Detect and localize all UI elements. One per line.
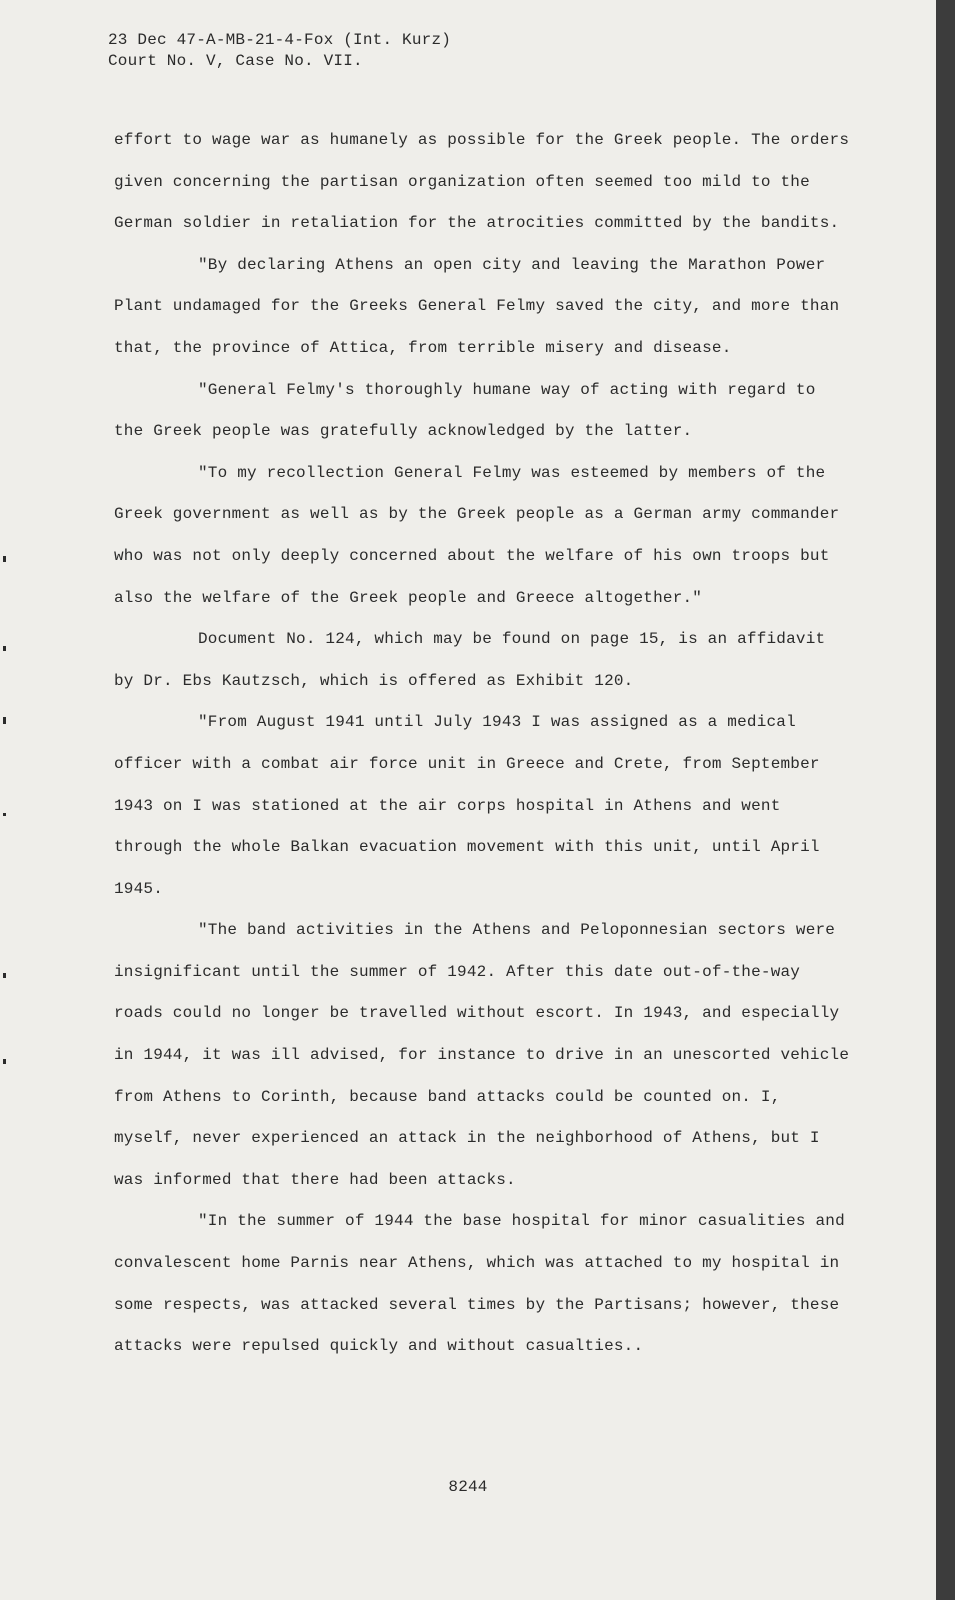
header-line-1: 23 Dec 47-A-MB-21-4-Fox (Int. Kurz) bbox=[108, 31, 452, 49]
paragraph-6: "From August 1941 until July 1943 I was assigned as a medical officer with a combat air force unit in Greece and Crete, from September 1943 on I was stationed at the air corps hospital in Athens and went through the whole Balkan evacuation movement with this unit, until April 1945. bbox=[114, 713, 820, 898]
margin-mark bbox=[3, 813, 6, 816]
document-header bbox=[108, 30, 451, 72]
paragraph-5: Document No. 124, which may be found on page 15, is an affidavit by Dr. Ebs Kautzsch, which is offered as Exhibit 120. bbox=[114, 630, 826, 690]
paragraph-7: "The band activities in the Athens and Peloponnesian sectors were insignificant until the summer of 1942. After this date out-of-the-way roads could no longer be travelled without escort. In 1943, and especially in 1944, it was ill advised, for instance to drive in an unescorted vehicle from Athens to Corinth, because band attacks could be counted on. I, myself, never experienced an attack in the neighborhood of Athens, but I was informed that there had been attacks. bbox=[114, 921, 850, 1189]
paragraph-2: "By declaring Athens an open city and leaving the Marathon Power Plant undamaged for the Greeks General Felmy saved the city, and more than that, the province of Attica, from terrible misery and disease. bbox=[114, 255, 840, 357]
page-number: 8244 bbox=[448, 1478, 488, 1496]
margin-mark bbox=[3, 556, 6, 562]
paragraph-4: "To my recollection General Felmy was esteemed by members of the Greek government as well as by the Greek people as a German army commander who was not only deeply concerned about the welfare of his own troops but also the welfare of the Greek people and Greece altogether." bbox=[114, 463, 840, 607]
margin-mark bbox=[3, 973, 6, 978]
margin-mark bbox=[3, 1059, 6, 1064]
document-body bbox=[114, 120, 854, 1368]
paragraph-8: "In the summer of 1944 the base hospital for minor casualities and convalescent home Parnis near Athens, which was attached to my hospital in some respects, was attacked several times by the Partisans; however, these attacks were repulsed quickly and without casualties.. bbox=[114, 1212, 845, 1356]
paragraph-1: effort to wage war as humanely as possible for the Greek people. The orders given concerning the partisan organization often seemed too mild to the German soldier in retaliation for the atrocities committed by the bandits. bbox=[114, 131, 850, 233]
paragraph-3: "General Felmy's thoroughly humane way of acting with regard to the Greek people was gratefully acknowledged by the latter. bbox=[114, 380, 816, 441]
scan-edge-strip bbox=[936, 0, 955, 1600]
header-line-2: Court No. V, Case No. VII. bbox=[108, 52, 363, 70]
margin-mark bbox=[3, 717, 6, 724]
margin-mark bbox=[3, 646, 6, 651]
